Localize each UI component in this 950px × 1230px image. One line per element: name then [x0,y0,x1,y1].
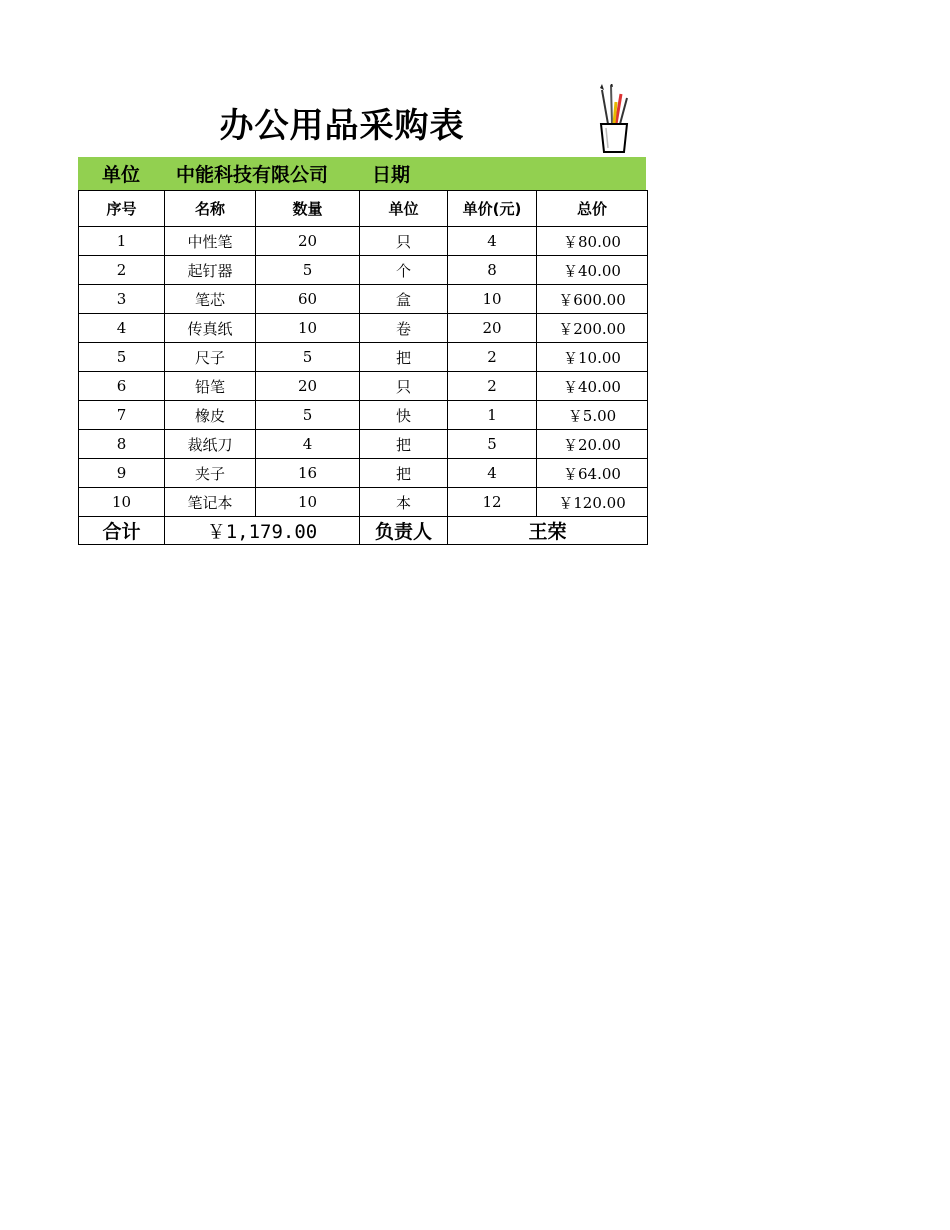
cell-unit-price[interactable]: 4 [448,459,537,488]
table-row [79,256,648,285]
company-name: 中能科技有限公司 [176,164,329,186]
table-row [79,430,648,459]
cell-name[interactable]: 传真纸 [165,314,256,343]
cell-name[interactable]: 裁纸刀 [165,430,256,459]
cell-total-price[interactable]: ￥200.00 [537,314,648,343]
cell-index[interactable]: 3 [79,285,165,314]
title-row [78,80,646,157]
cell-unit[interactable]: 把 [360,430,448,459]
cell-name[interactable]: 笔记本 [165,488,256,517]
table-row [79,285,648,314]
cell-name[interactable]: 尺子 [165,343,256,372]
header-quantity: 数量 [256,191,360,227]
date-label: 日期 [372,164,411,186]
cell-total-price[interactable]: ￥64.00 [537,459,648,488]
cell-total-price[interactable]: ￥80.00 [537,227,648,256]
owner-value[interactable]: 王荣 [448,517,648,545]
cell-unit[interactable]: 卷 [360,314,448,343]
header-total-price: 总价 [537,191,648,227]
cell-unit-price[interactable]: 1 [448,401,537,430]
total-value[interactable]: ￥1,179.00 [165,517,360,545]
cell-index[interactable]: 6 [79,372,165,401]
cell-total-price[interactable]: ￥120.00 [537,488,648,517]
cell-total-price[interactable]: ￥5.00 [537,401,648,430]
cell-unit[interactable]: 只 [360,227,448,256]
cell-unit-price[interactable]: 2 [448,343,537,372]
cell-quantity[interactable]: 16 [256,459,360,488]
cell-unit[interactable]: 只 [360,372,448,401]
unit-label: 单位 [101,164,140,186]
total-label: 合计 [79,517,165,545]
header-index: 序号 [79,191,165,227]
cell-unit-price[interactable]: 5 [448,430,537,459]
cell-unit-price[interactable]: 8 [448,256,537,285]
cell-unit[interactable]: 个 [360,256,448,285]
cell-unit-price[interactable]: 10 [448,285,537,314]
header-unit-price: 单价(元) [448,191,537,227]
header-unit: 单位 [360,191,448,227]
cell-index[interactable]: 7 [79,401,165,430]
cell-total-price[interactable]: ￥40.00 [537,372,648,401]
purchase-sheet [78,80,646,545]
header-name: 名称 [165,191,256,227]
owner-label: 负责人 [360,517,448,545]
cell-name[interactable]: 中性笔 [165,227,256,256]
cell-unit[interactable]: 把 [360,343,448,372]
cell-unit[interactable]: 本 [360,488,448,517]
cell-unit-price[interactable]: 20 [448,314,537,343]
table-row [79,227,648,256]
cell-quantity[interactable]: 5 [256,256,360,285]
cell-unit-price[interactable]: 2 [448,372,537,401]
cell-quantity[interactable]: 5 [256,401,360,430]
cell-name[interactable]: 笔芯 [165,285,256,314]
table-row [79,401,648,430]
purchase-table [78,190,648,545]
cell-name[interactable]: 起钉器 [165,256,256,285]
table-header-row [79,191,648,227]
cell-index[interactable]: 4 [79,314,165,343]
cell-quantity[interactable]: 4 [256,430,360,459]
table-row [79,314,648,343]
cell-name[interactable]: 橡皮 [165,401,256,430]
cell-unit[interactable]: 盒 [360,285,448,314]
cell-unit[interactable]: 快 [360,401,448,430]
cell-index[interactable]: 2 [79,256,165,285]
cell-total-price[interactable]: ￥600.00 [537,285,648,314]
table-row [79,372,648,401]
cell-name[interactable]: 铅笔 [165,372,256,401]
info-bar [78,157,646,190]
total-row [79,517,648,545]
cell-total-price[interactable]: ￥10.00 [537,343,648,372]
page-title: 办公用品采购表 [219,106,465,146]
pen-holder-icon [594,84,634,154]
cell-unit[interactable]: 把 [360,459,448,488]
cell-quantity[interactable]: 60 [256,285,360,314]
cell-index[interactable]: 9 [79,459,165,488]
cell-index[interactable]: 10 [79,488,165,517]
cell-unit-price[interactable]: 4 [448,227,537,256]
cell-quantity[interactable]: 5 [256,343,360,372]
cell-name[interactable]: 夹子 [165,459,256,488]
cell-index[interactable]: 8 [79,430,165,459]
cell-index[interactable]: 5 [79,343,165,372]
table-row [79,459,648,488]
table-row [79,343,648,372]
cell-quantity[interactable]: 10 [256,314,360,343]
cell-index[interactable]: 1 [79,227,165,256]
cell-quantity[interactable]: 20 [256,227,360,256]
cell-quantity[interactable]: 10 [256,488,360,517]
table-row [79,488,648,517]
cell-total-price[interactable]: ￥40.00 [537,256,648,285]
cell-unit-price[interactable]: 12 [448,488,537,517]
cell-quantity[interactable]: 20 [256,372,360,401]
cell-total-price[interactable]: ￥20.00 [537,430,648,459]
